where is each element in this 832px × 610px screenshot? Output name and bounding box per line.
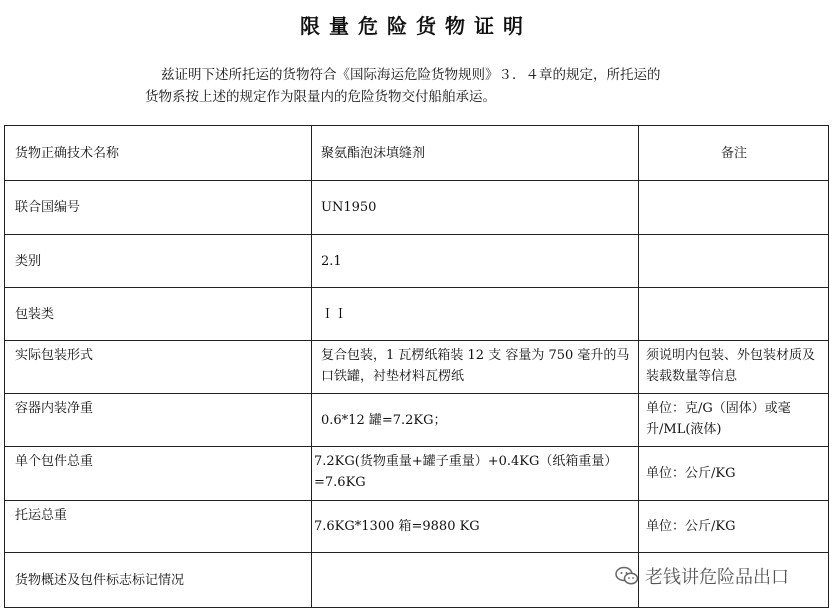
row-note-un-number <box>639 181 829 235</box>
row-value-net-weight: 0.6*12 罐=7.2KG； <box>312 394 639 447</box>
row-label-package-gross-weight: 单个包件总重 <box>5 447 312 501</box>
watermark <box>615 563 789 589</box>
row-value-marks-description <box>312 553 639 608</box>
intro-paragraph <box>145 64 705 108</box>
table-row <box>5 447 829 501</box>
row-note-package-gross-weight: 单位：公斤/KG <box>639 447 829 501</box>
watermark-text: 老钱讲危险品出口 <box>645 567 789 588</box>
row-value-packaging-form: 复合包装，1 瓦楞纸箱装 12 支 容量为 750 毫升的马口铁罐，衬垫材料瓦楞纸 <box>312 341 639 394</box>
row-note-net-weight: 单位：克/G（固体）或毫升/ML(液体) <box>639 394 829 447</box>
row-label-marks-description: 货物概述及包件标志标记情况 <box>5 553 312 608</box>
certificate-table <box>4 125 829 608</box>
table-row <box>5 126 829 181</box>
row-label-packaging-form: 实际包装形式 <box>5 341 312 394</box>
row-value-total-weight: 7.6KG*1300 箱=9880 KG <box>312 501 639 553</box>
row-note-total-weight: 单位：公斤/KG <box>639 501 829 553</box>
table-row <box>5 235 829 288</box>
row-value-un-number: UN1950 <box>312 181 639 235</box>
table-row <box>5 288 829 341</box>
table-row <box>5 394 829 447</box>
document-title: 限量危险货物证明 <box>300 14 532 38</box>
row-label-class: 类别 <box>5 235 312 288</box>
row-note-packaging-form: 须说明内包装、外包装材质及装载数量等信息 <box>639 341 829 394</box>
remarks-header: 备注 <box>639 126 829 181</box>
row-note-class <box>639 235 829 288</box>
row-label-un-number: 联合国编号 <box>5 181 312 235</box>
row-value-package-gross-weight: 7.2KG(货物重量+罐子重量）+0.4KG（纸箱重量）=7.6KG <box>312 447 639 501</box>
intro-line-2: 货物系按上述的规定作为限量内的危险货物交付船舶承运。 <box>145 89 496 105</box>
row-value-class: 2.1 <box>312 235 639 288</box>
table-row <box>5 501 829 553</box>
row-value-cargo-name: 聚氨酯泡沫填缝剂 <box>312 126 639 181</box>
row-label-cargo-name: 货物正确技术名称 <box>5 126 312 181</box>
row-note-packing-group <box>639 288 829 341</box>
row-value-packing-group: ＩＩ <box>312 288 639 341</box>
table-row <box>5 181 829 235</box>
wechat-icon <box>615 566 639 586</box>
row-label-packing-group: 包装类 <box>5 288 312 341</box>
intro-line-1: 兹证明下述所托运的货物符合《国际海运危险货物规则》３．４章的规定，所托运的 <box>161 67 661 83</box>
table-row <box>5 341 829 394</box>
row-label-net-weight: 容器内装净重 <box>5 394 312 447</box>
row-label-total-weight: 托运总重 <box>5 501 312 553</box>
